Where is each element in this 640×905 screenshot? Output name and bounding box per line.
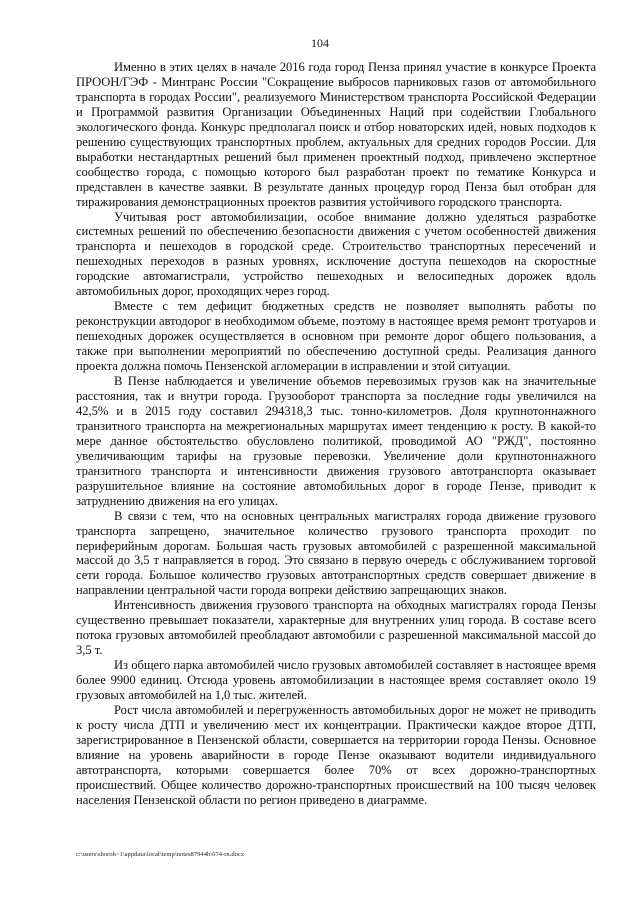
paragraph-bypass-intensity: Интенсивность движения грузового транспорта на обходных магистралях города Пензы существенно превышает показатели, характерные для внутренних улиц города. В составе всего потока грузовых автомобилей преобладают автомобили с разрешенной максимальной массой до 3,5 т. [76,598,596,658]
paragraph-budget-deficit: Вместе с тем дефицит бюджетных средств не позволяет выполнять работы по реконструкции автодорог в необходимом объеме, поэтому в настоящее время ремонт тротуаров и пешеходных дорожек осуществляется в основном при ремонте дорог общего пользования, а также при выполнении мероприятий по обеспечению доступной среды. Реализация данного проекта должна помочь Пензенской агломерации в исправлении и этой ситуации. [76,299,596,374]
footer-file-path: c:\users\shoroh~1\appdata\local\temp\notes87944b\674-rn.docx [76,851,245,858]
page-number: 104 [311,36,329,50]
paragraph-freight-growth: В Пензе наблюдается и увеличение объемов перевозимых грузов как на значительные расстояния, так и внутри города. Грузооборот транспорта за последние годы увеличился на 42,5% и в 2015 году составил 294318,3 тыс. тонно-километров. Доля крупнотоннажного транзитного транспорта на межрегиональных маршрутах имеет тенденцию к росту. В какой-то мере данное обстоятельство обусловлено политикой, проводимой АО "РЖД", постоянно увеличивающим тарифы на грузовые перевозки. Увеличение доли крупнотоннажного транзитного транспорта и интенсивности движения грузового автотранспорта оказывает разрушительное влияние на состояние автомобильных дорог в городе Пензе, приводит к затруднению движения на его улицах. [76,374,596,508]
paragraph-accidents: Рост числа автомобилей и перегруженность автомобильных дорог не может не приводить к росту числа ДТП и увеличению мест их концентрации. Практически каждое второе ДТП, зарегистрированное в Пензенской области, совершается на территории города Пензы. Основное влияние на уровень аварийности в городе Пензе оказывают водители индивидуального автотранспорта, которыми совершается более 70% от всех дорожно-транспортных происшествий. Общее количество дорожно-транспортных происшествий на 100 тысяч человек населения Пензенской области по регион приведено в диаграмме. [76,702,596,807]
paragraph-traffic-safety: Учитывая рост автомобилизации, особое внимание должно уделяться разработке системных решений по обеспечению безопасности движения с учетом особенностей движения транспорта и пешеходов в городской среде. Строительство транспортных пересечений и пешеходных переходов в разных уровнях, исключение доступа пешеходов на скоростные городские автомагистрали, устройство пешеходных и велосипедных дорожек вдоль автомобильных дорог, проходящих через город. [76,209,596,299]
paragraph-project-contest: Именно в этих целях в начале 2016 года город Пенза принял участие в конкурсе Проекта ПРООН/ГЭФ - Минтранс России "Сокращение выбросов парниковых газов от автомобильного транспорта в городах России", реализуемого Министерством транспорта Российской Федерации и Программой развития Организации Объединенных Наций при содействии Глобального экологического фонда. Конкурс предполагал поиск и отбор новаторских идей, новых подходов к решению существующих транспортных проблем, актуальных для средних городов России. Для выработки нестандартных решений был применен проектный подход, привлечено экспертное сообщество города, с помощью которого был разработан проект по тематике Конкурса и представлен в качестве заявки. В результате данных процедур город Пенза был отобран для тиражирования демонстрационных проектов развития устойчивого городского транспорта. [76,60,596,209]
paragraph-freight-restriction: В связи с тем, что на основных центральных магистралях города движение грузового транспорта запрещено, значительное количество грузового транспорта проходит по периферийным дорогам. Большая часть грузовых автомобилей с разрешенной максимальной массой до 3,5 т направляется в город. Это связано в первую очередь с обслуживанием торговой сети города. Большое количество грузовых автотранспортных средств совершает движение в направлении центральной части города вопреки действию запрещающих знаков. [76,508,596,598]
paragraph-truck-fleet: Из общего парка автомобилей число грузовых автомобилей составляет в настоящее время более 9900 единиц. Отсюда уровень автомобилизации в настоящее время составляет около 19 грузовых автомобилей на 1,0 тыс. жителей. [76,658,596,703]
document-body [76,60,596,808]
